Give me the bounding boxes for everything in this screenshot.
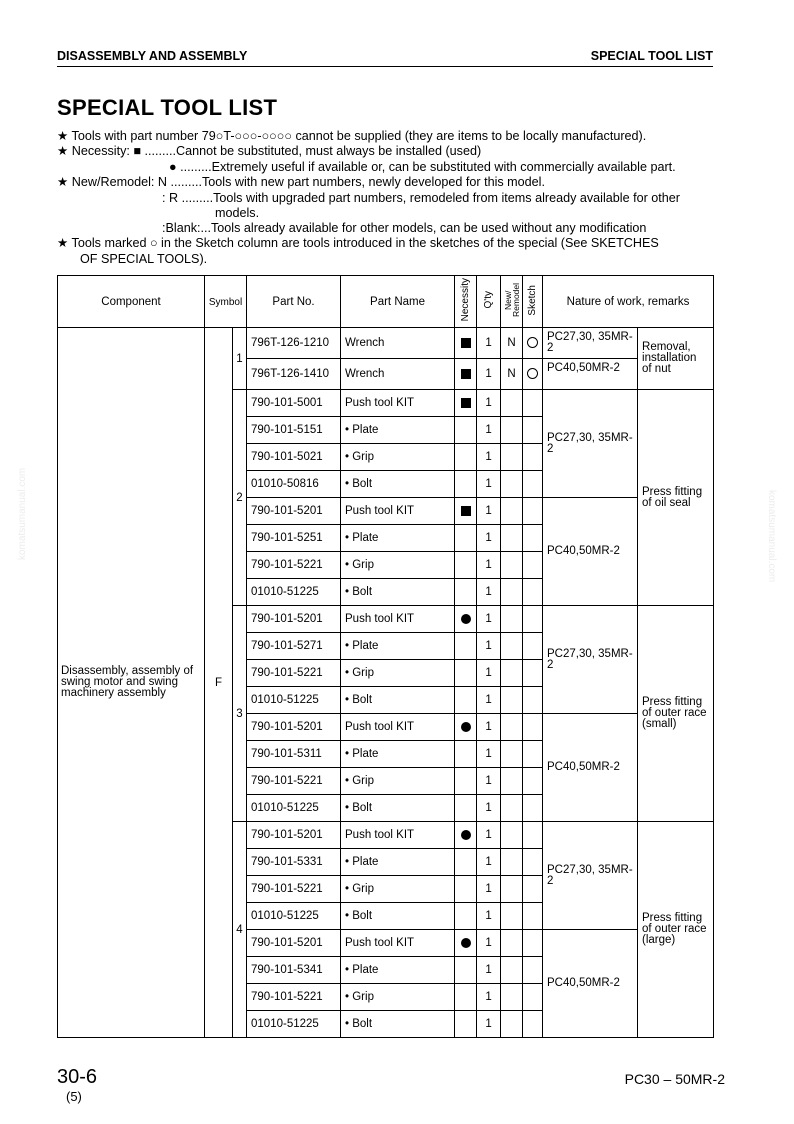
necessity-square-icon xyxy=(461,338,471,348)
sketch-cell xyxy=(523,849,543,876)
part-number-cell: 796T-126-1210 xyxy=(247,328,341,359)
necessity-cell xyxy=(455,359,477,390)
necessity-cell xyxy=(455,606,477,633)
necessity-dot-icon xyxy=(461,722,471,732)
sketch-cell xyxy=(523,714,543,741)
part-name-cell: • Bolt xyxy=(341,903,455,930)
new-remodel-cell xyxy=(501,390,523,417)
qty-cell: 1 xyxy=(477,606,501,633)
necessity-cell xyxy=(455,660,477,687)
special-tool-table xyxy=(57,275,714,1038)
necessity-cell xyxy=(455,552,477,579)
part-name-cell: • Grip xyxy=(341,768,455,795)
part-number-cell: 790-101-5311 xyxy=(247,741,341,768)
necessity-square-icon xyxy=(461,398,471,408)
col-part-no: Part No. xyxy=(247,276,341,328)
remarks-cell: Removal, installation of nut xyxy=(638,328,714,390)
sketch-cell xyxy=(523,930,543,957)
new-remodel-cell xyxy=(501,768,523,795)
necessity-cell xyxy=(455,822,477,849)
qty-cell: 1 xyxy=(477,525,501,552)
necessity-cell xyxy=(455,525,477,552)
note-sketch: ★ Tools marked ○ in the Sketch column are tools introduced in the sketches of the special (See SKETCHES xyxy=(57,236,659,250)
header-rule xyxy=(57,66,713,67)
tool-number-cell: 4 xyxy=(233,822,247,1038)
new-remodel-cell xyxy=(501,552,523,579)
new-remodel-cell xyxy=(501,633,523,660)
model-cell: PC40,50MR-2 xyxy=(543,714,638,822)
model-cell: PC40,50MR-2 xyxy=(543,930,638,1038)
part-number-cell: 790-101-5151 xyxy=(247,417,341,444)
part-name-cell: • Grip xyxy=(341,876,455,903)
necessity-cell xyxy=(455,768,477,795)
new-remodel-cell xyxy=(501,876,523,903)
necessity-cell xyxy=(455,984,477,1011)
part-number-cell: 790-101-5201 xyxy=(247,822,341,849)
sketch-cell xyxy=(523,741,543,768)
table-row xyxy=(58,328,714,359)
necessity-cell xyxy=(455,687,477,714)
part-number-cell: 790-101-5221 xyxy=(247,552,341,579)
sketch-cell xyxy=(523,579,543,606)
new-remodel-cell xyxy=(501,498,523,525)
part-name-cell: Push tool KIT xyxy=(341,930,455,957)
table-header-row xyxy=(58,276,714,328)
part-number-cell: 01010-51225 xyxy=(247,1011,341,1038)
part-number-cell: 01010-51225 xyxy=(247,903,341,930)
sketch-cell xyxy=(523,390,543,417)
part-name-cell: • Bolt xyxy=(341,1011,455,1038)
qty-cell: 1 xyxy=(477,795,501,822)
col-sketch: Sketch xyxy=(523,276,543,328)
sketch-cell xyxy=(523,417,543,444)
part-number-cell: 790-101-5251 xyxy=(247,525,341,552)
sketch-cell xyxy=(523,984,543,1011)
new-remodel-cell xyxy=(501,741,523,768)
qty-cell: 1 xyxy=(477,633,501,660)
new-remodel-cell xyxy=(501,930,523,957)
note-necessity-square: ★ Necessity: ■ .........Cannot be substituted, must always be installed (used) xyxy=(57,144,482,158)
qty-cell: 1 xyxy=(477,390,501,417)
necessity-cell xyxy=(455,390,477,417)
qty-cell: 1 xyxy=(477,328,501,359)
qty-cell: 1 xyxy=(477,903,501,930)
part-name-cell: Push tool KIT xyxy=(341,390,455,417)
part-name-cell: Wrench xyxy=(341,328,455,359)
new-remodel-cell xyxy=(501,849,523,876)
new-remodel-cell xyxy=(501,687,523,714)
qty-cell: 1 xyxy=(477,444,501,471)
part-number-cell: 01010-51225 xyxy=(247,795,341,822)
model-cell: PC27,30, 35MR-2 xyxy=(543,390,638,498)
part-number-cell: 790-101-5271 xyxy=(247,633,341,660)
new-remodel-cell xyxy=(501,795,523,822)
part-number-cell: 01010-50816 xyxy=(247,471,341,498)
part-number-cell: 790-101-5341 xyxy=(247,957,341,984)
new-remodel-cell xyxy=(501,525,523,552)
part-name-cell: Push tool KIT xyxy=(341,606,455,633)
symbol-cell: F xyxy=(205,328,233,1038)
necessity-cell xyxy=(455,633,477,660)
part-number-cell: 790-101-5221 xyxy=(247,984,341,1011)
part-number-cell: 01010-51225 xyxy=(247,687,341,714)
page-number: 30-6 xyxy=(57,1066,98,1088)
machine-model: PC30 – 50MR-2 xyxy=(624,1071,725,1087)
part-name-cell: Wrench xyxy=(341,359,455,390)
watermark-right: komatsumanual.com xyxy=(766,490,777,583)
remarks-cell: Press fitting of outer race (large) xyxy=(638,822,714,1038)
col-symbol: Symbol xyxy=(205,276,247,328)
qty-cell: 1 xyxy=(477,687,501,714)
necessity-cell xyxy=(455,471,477,498)
qty-cell: 1 xyxy=(477,417,501,444)
new-remodel-cell xyxy=(501,714,523,741)
component-cell: Disassembly, assembly of swing motor and swing machinery assembly xyxy=(58,328,205,1038)
necessity-cell xyxy=(455,328,477,359)
part-name-cell: • Plate xyxy=(341,957,455,984)
part-name-cell: Push tool KIT xyxy=(341,822,455,849)
necessity-cell xyxy=(455,444,477,471)
qty-cell: 1 xyxy=(477,741,501,768)
new-remodel-cell xyxy=(501,579,523,606)
sketch-cell xyxy=(523,498,543,525)
part-number-cell: 790-101-5201 xyxy=(247,714,341,741)
qty-cell: 1 xyxy=(477,768,501,795)
col-part-name: Part Name xyxy=(341,276,455,328)
new-remodel-cell xyxy=(501,903,523,930)
new-remodel-cell xyxy=(501,444,523,471)
new-remodel-cell xyxy=(501,660,523,687)
part-number-cell: 790-101-5221 xyxy=(247,876,341,903)
page-header-title: SPECIAL TOOL LIST xyxy=(590,49,713,63)
part-name-cell: • Grip xyxy=(341,984,455,1011)
table-body xyxy=(58,328,714,1038)
sketch-cell xyxy=(523,328,543,359)
part-name-cell: • Plate xyxy=(341,849,455,876)
qty-cell: 1 xyxy=(477,359,501,390)
necessity-dot-icon xyxy=(461,830,471,840)
necessity-cell xyxy=(455,957,477,984)
col-necessity: Necessity xyxy=(455,276,477,328)
tool-number-cell: 2 xyxy=(233,390,247,606)
sketch-cell xyxy=(523,525,543,552)
new-remodel-cell xyxy=(501,822,523,849)
tool-number-cell: 1 xyxy=(233,328,247,390)
part-number-cell: 790-101-5201 xyxy=(247,606,341,633)
note-necessity-dot: ● .........Extremely useful if available or, can be substituted with commercially available part. xyxy=(169,160,676,174)
necessity-cell xyxy=(455,714,477,741)
part-name-cell: Push tool KIT xyxy=(341,714,455,741)
section-header: DISASSEMBLY AND ASSEMBLY xyxy=(57,49,248,63)
part-number-cell: 790-101-5001 xyxy=(247,390,341,417)
new-remodel-cell xyxy=(501,984,523,1011)
qty-cell: 1 xyxy=(477,498,501,525)
new-remodel-cell xyxy=(501,471,523,498)
new-remodel-cell: N xyxy=(501,359,523,390)
part-number-cell: 790-101-5201 xyxy=(247,930,341,957)
sketch-cell xyxy=(523,471,543,498)
col-nature: Nature of work, remarks xyxy=(543,276,714,328)
qty-cell: 1 xyxy=(477,876,501,903)
remarks-cell: Press fitting of oil seal xyxy=(638,390,714,606)
new-remodel-cell xyxy=(501,606,523,633)
part-name-cell: • Grip xyxy=(341,444,455,471)
part-number-cell: 790-101-5221 xyxy=(247,660,341,687)
model-cell: PC27,30, 35MR-2 xyxy=(543,328,638,359)
part-number-cell: 796T-126-1410 xyxy=(247,359,341,390)
remarks-cell: Press fitting of outer race (small) xyxy=(638,606,714,822)
part-number-cell: 790-101-5021 xyxy=(247,444,341,471)
qty-cell: 1 xyxy=(477,1011,501,1038)
note-new-remodel-blank: :Blank:...Tools already available for other models, can be used without any modification xyxy=(162,221,647,235)
part-name-cell: • Bolt xyxy=(341,471,455,498)
part-name-cell: • Plate xyxy=(341,525,455,552)
part-name-cell: • Grip xyxy=(341,660,455,687)
necessity-square-icon xyxy=(461,369,471,379)
sketch-cell xyxy=(523,660,543,687)
part-number-cell: 01010-51225 xyxy=(247,579,341,606)
sketch-circle-icon xyxy=(527,337,538,348)
part-name-cell: • Bolt xyxy=(341,795,455,822)
model-cell: PC40,50MR-2 xyxy=(543,359,638,390)
note-new-remodel-r-cont: models. xyxy=(215,206,260,220)
sketch-cell xyxy=(523,552,543,579)
part-name-cell: • Bolt xyxy=(341,579,455,606)
qty-cell: 1 xyxy=(477,579,501,606)
qty-cell: 1 xyxy=(477,930,501,957)
necessity-cell xyxy=(455,849,477,876)
watermark-left: komatsumanual.com xyxy=(17,467,28,560)
part-number-cell: 790-101-5201 xyxy=(247,498,341,525)
qty-cell: 1 xyxy=(477,984,501,1011)
necessity-dot-icon xyxy=(461,614,471,624)
note-part-number: ★ Tools with part number 79○T-○○○-○○○○ cannot be supplied (they are items to be locally manufactured). xyxy=(57,129,647,143)
sketch-cell xyxy=(523,768,543,795)
necessity-dot-icon xyxy=(461,938,471,948)
col-component: Component xyxy=(58,276,205,328)
sketch-cell xyxy=(523,633,543,660)
part-name-cell: • Grip xyxy=(341,552,455,579)
necessity-square-icon xyxy=(461,506,471,516)
sketch-cell xyxy=(523,876,543,903)
part-name-cell: Push tool KIT xyxy=(341,498,455,525)
qty-cell: 1 xyxy=(477,822,501,849)
necessity-cell xyxy=(455,1011,477,1038)
sketch-cell xyxy=(523,606,543,633)
sketch-cell xyxy=(523,795,543,822)
part-name-cell: • Bolt xyxy=(341,687,455,714)
note-sketch-cont: OF SPECIAL TOOLS). xyxy=(80,252,208,266)
sketch-circle-icon xyxy=(527,368,538,379)
note-new-remodel-r: : R .........Tools with upgraded part numbers, remodeled from items already available for other xyxy=(162,191,680,205)
tool-number-cell: 3 xyxy=(233,606,247,822)
model-cell: PC27,30, 35MR-2 xyxy=(543,606,638,714)
qty-cell: 1 xyxy=(477,471,501,498)
sketch-cell xyxy=(523,444,543,471)
necessity-cell xyxy=(455,579,477,606)
qty-cell: 1 xyxy=(477,957,501,984)
necessity-cell xyxy=(455,876,477,903)
qty-cell: 1 xyxy=(477,660,501,687)
necessity-cell xyxy=(455,417,477,444)
model-cell: PC27,30, 35MR-2 xyxy=(543,822,638,930)
sketch-cell xyxy=(523,687,543,714)
new-remodel-cell: N xyxy=(501,328,523,359)
necessity-cell xyxy=(455,741,477,768)
qty-cell: 1 xyxy=(477,849,501,876)
page-title: SPECIAL TOOL LIST xyxy=(57,95,278,120)
part-name-cell: • Plate xyxy=(341,741,455,768)
qty-cell: 1 xyxy=(477,552,501,579)
model-cell: PC40,50MR-2 xyxy=(543,498,638,606)
sketch-cell xyxy=(523,359,543,390)
new-remodel-cell xyxy=(501,957,523,984)
sketch-cell xyxy=(523,1011,543,1038)
revision-number: (5) xyxy=(66,1089,82,1104)
sketch-cell xyxy=(523,957,543,984)
part-name-cell: • Plate xyxy=(341,417,455,444)
col-new-remodel: New/ Remodel xyxy=(501,276,523,328)
part-name-cell: • Plate xyxy=(341,633,455,660)
necessity-cell xyxy=(455,795,477,822)
col-qty: Q'ty xyxy=(477,276,501,328)
new-remodel-cell xyxy=(501,1011,523,1038)
part-number-cell: 790-101-5331 xyxy=(247,849,341,876)
sketch-cell xyxy=(523,822,543,849)
new-remodel-cell xyxy=(501,417,523,444)
qty-cell: 1 xyxy=(477,714,501,741)
note-new-remodel-n: ★ New/Remodel: N .........Tools with new part numbers, newly developed for this model. xyxy=(57,175,545,189)
necessity-cell xyxy=(455,498,477,525)
part-number-cell: 790-101-5221 xyxy=(247,768,341,795)
necessity-cell xyxy=(455,903,477,930)
sketch-cell xyxy=(523,903,543,930)
necessity-cell xyxy=(455,930,477,957)
